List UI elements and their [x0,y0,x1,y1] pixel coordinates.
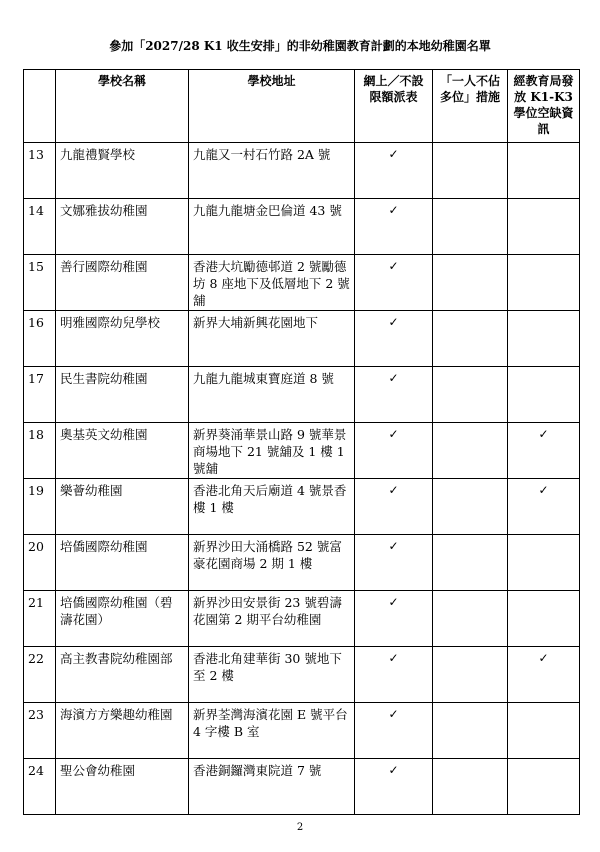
one-person-one-place-cell [433,367,508,423]
header-school-address: 學校地址 [189,70,355,143]
school-name-cell: 九龍禮賢學校 [56,143,189,199]
header-edb-vacancy: 經教育局發放 K1-K3 學位空缺資訊 [508,70,580,143]
one-person-one-place-cell [433,143,508,199]
check-mark-icon: ✓ [388,427,399,441]
table-row [24,479,580,535]
school-address-cell: 新界葵涌華景山路 9 號華景商場地下 21 號舖及 1 樓 1 號舖 [189,423,355,479]
row-number: 13 [24,143,56,199]
table-row [24,759,580,815]
one-person-one-place-cell [433,255,508,311]
school-address-cell: 香港北角建華街 30 號地下至 2 樓 [189,647,355,703]
one-person-one-place-cell [433,199,508,255]
row-number: 22 [24,647,56,703]
school-name-cell: 明雅國際幼兒學校 [56,311,189,367]
school-address-cell: 香港大坑勵德邨道 2 號勵德坊 8 座地下及低層地下 2 號舖 [189,255,355,311]
check-mark-icon: ✓ [388,203,399,217]
table-row [24,367,580,423]
row-number: 17 [24,367,56,423]
one-person-one-place-cell [433,647,508,703]
check-mark-icon: ✓ [388,539,399,553]
edb-vacancy-cell [508,199,580,255]
online-quota-cell [355,759,433,815]
online-quota-cell [355,479,433,535]
school-address-cell: 新界沙田安景街 23 號碧濤花園第 2 期平台幼稚園 [189,591,355,647]
header-school-name: 學校名稱 [56,70,189,143]
school-name-cell: 樂薈幼稚園 [56,479,189,535]
header-online-quota: 網上／不設限額派表 [355,70,433,143]
check-mark-icon: ✓ [388,315,399,329]
check-mark-icon: ✓ [538,427,549,441]
school-address-cell: 九龍九龍塘金巴倫道 43 號 [189,199,355,255]
school-address-cell: 香港北角天后廟道 4 號景香樓 1 樓 [189,479,355,535]
online-quota-cell [355,255,433,311]
table-row [24,311,580,367]
edb-vacancy-cell [508,367,580,423]
online-quota-cell [355,535,433,591]
school-address-cell: 新界沙田大涌橋路 52 號富豪花園商場 2 期 1 樓 [189,535,355,591]
check-mark-icon: ✓ [388,707,399,721]
row-number: 21 [24,591,56,647]
online-quota-cell [355,591,433,647]
row-number: 16 [24,311,56,367]
check-mark-icon: ✓ [538,483,549,497]
table-row [24,423,580,479]
school-address-cell: 新界荃灣海濱花園 E 號平台 4 字樓 B 室 [189,703,355,759]
online-quota-cell [355,311,433,367]
online-quota-cell [355,367,433,423]
one-person-one-place-cell [433,423,508,479]
edb-vacancy-cell [508,143,580,199]
school-address-cell: 香港銅鑼灣東院道 7 號 [189,759,355,815]
row-number: 24 [24,759,56,815]
one-person-one-place-cell [433,479,508,535]
table-body [24,143,580,815]
row-number: 19 [24,479,56,535]
online-quota-cell [355,647,433,703]
check-mark-icon: ✓ [538,651,549,665]
page-title: 參加「2027/28 K1 收生安排」的非幼稚園教育計劃的本地幼稚園名單 [109,39,491,53]
row-number: 20 [24,535,56,591]
school-name-cell: 高主教書院幼稚園部 [56,647,189,703]
check-mark-icon: ✓ [388,483,399,497]
edb-vacancy-cell [508,255,580,311]
header-one-person-one-place: 「一人不佔多位」措施 [433,70,508,143]
check-mark-icon: ✓ [388,651,399,665]
one-person-one-place-cell [433,311,508,367]
row-number: 15 [24,255,56,311]
table-row [24,591,580,647]
check-mark-icon: ✓ [388,595,399,609]
edb-vacancy-cell [508,423,580,479]
one-person-one-place-cell [433,535,508,591]
online-quota-cell [355,423,433,479]
school-name-cell: 培僑國際幼稚園（碧濤花園） [56,591,189,647]
kindergarten-table [23,69,580,815]
school-name-cell: 文娜雅拔幼稚園 [56,199,189,255]
one-person-one-place-cell [433,759,508,815]
check-mark-icon: ✓ [388,147,399,161]
school-address-cell: 新界大埔新興花園地下 [189,311,355,367]
row-number: 18 [24,423,56,479]
page-number: 2 [296,822,304,833]
edb-vacancy-cell [508,703,580,759]
one-person-one-place-cell [433,591,508,647]
check-mark-icon: ✓ [388,763,399,777]
table-row [24,535,580,591]
row-number: 14 [24,199,56,255]
check-mark-icon: ✓ [388,371,399,385]
table-header-row [24,70,580,143]
school-name-cell: 奧基英文幼稚園 [56,423,189,479]
table-row [24,143,580,199]
row-number: 23 [24,703,56,759]
school-address-cell: 九龍又一村石竹路 2A 號 [189,143,355,199]
school-address-cell: 九龍九龍城東寶庭道 8 號 [189,367,355,423]
table-row [24,647,580,703]
school-name-cell: 民生書院幼稚園 [56,367,189,423]
edb-vacancy-cell [508,311,580,367]
table-row [24,199,580,255]
edb-vacancy-cell [508,591,580,647]
school-name-cell: 海濱方方樂趣幼稚園 [56,703,189,759]
online-quota-cell [355,703,433,759]
edb-vacancy-cell [508,479,580,535]
edb-vacancy-cell [508,535,580,591]
table-row [24,703,580,759]
edb-vacancy-cell [508,759,580,815]
table-row [24,255,580,311]
header-number [24,70,56,143]
edb-vacancy-cell [508,647,580,703]
online-quota-cell [355,199,433,255]
school-name-cell: 培僑國際幼稚園 [56,535,189,591]
school-name-cell: 善行國際幼稚園 [56,255,189,311]
one-person-one-place-cell [433,703,508,759]
online-quota-cell [355,143,433,199]
check-mark-icon: ✓ [388,259,399,273]
school-name-cell: 聖公會幼稚園 [56,759,189,815]
